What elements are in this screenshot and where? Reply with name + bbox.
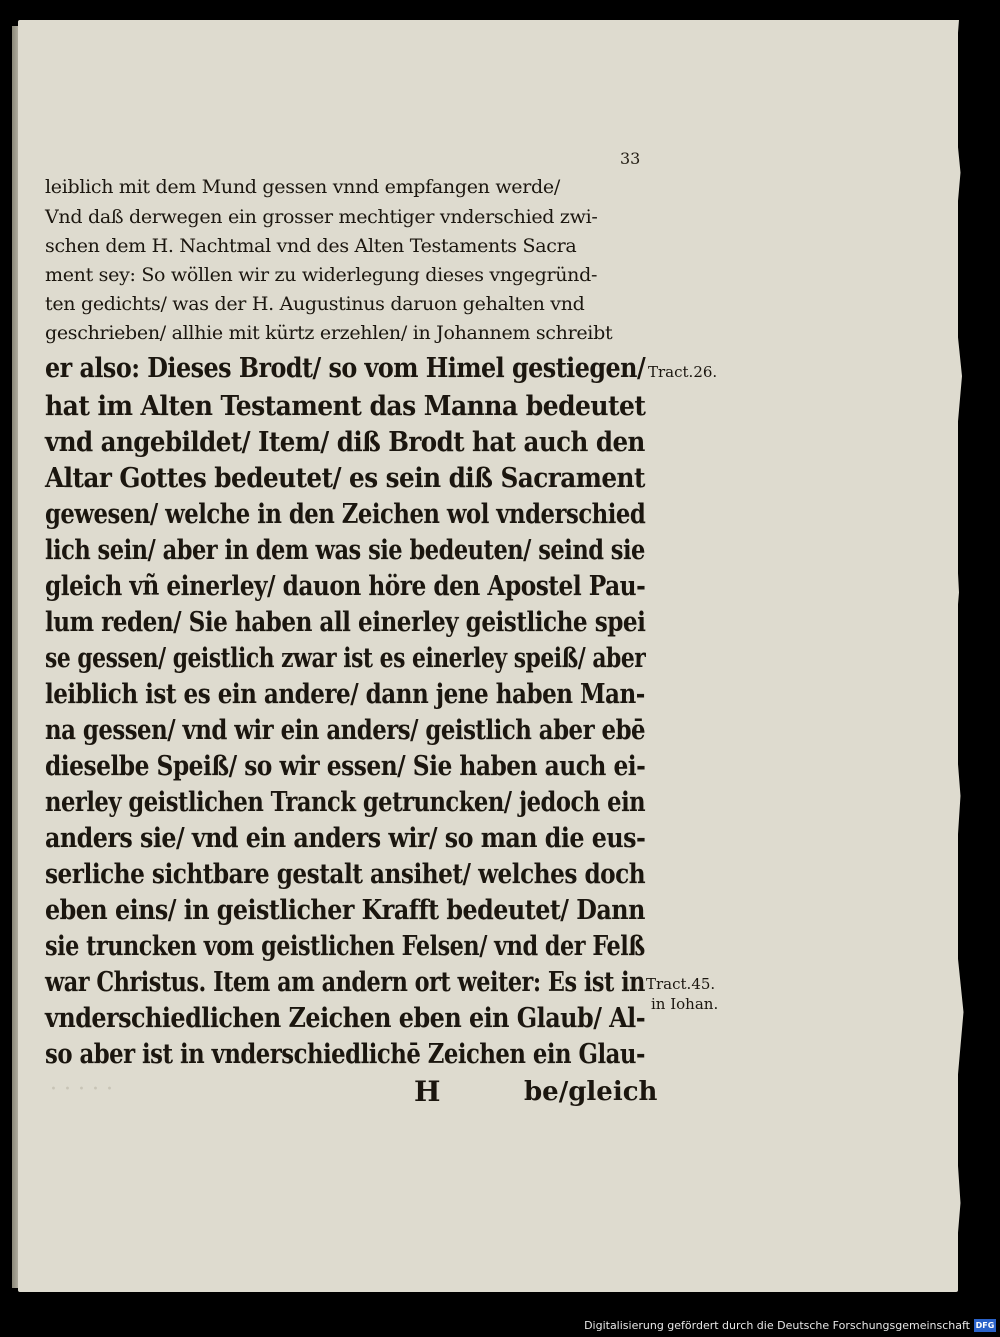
text-line: leiblich ist es ein andere/ dann jene haben Man- xyxy=(45,679,645,710)
text-line: er also: Dieses Brodt/ so vom Himel gestiegen/ xyxy=(45,353,646,384)
margin-note: Tract.26. xyxy=(648,363,718,381)
text-line: so aber ist in vnderschiedlichē Zeichen ein Glau- xyxy=(45,1039,645,1070)
show-through-text: · · · · · xyxy=(50,1077,113,1102)
text-line: vnd angebildet/ Item/ diß Brodt hat auch den xyxy=(45,427,645,458)
signature-mark: H xyxy=(414,1075,441,1108)
margin-note: in Iohan. xyxy=(651,995,719,1013)
text-line: war Christus. Item am andern ort weiter: Es ist in xyxy=(45,967,645,998)
text-line: Vnd daß derwegen ein grosser mechtiger vnderschied zwi- xyxy=(45,206,598,228)
text-line: sie truncken vom geistlichen Felsen/ vnd der Felß xyxy=(45,931,645,962)
footer-credit: Digitalisierung gefördert durch die Deutsche Forschungsgemeinschaft xyxy=(584,1319,970,1332)
text-line: ment sey: So wöllen wir zu widerlegung dieses vngegründ- xyxy=(45,264,598,286)
text-line: na gessen/ vnd wir ein anders/ geistlich aber ebē xyxy=(45,715,646,746)
dfg-logo-icon: DFG xyxy=(975,1321,995,1330)
text-line: hat im Alten Testament das Manna bedeutet xyxy=(45,391,646,422)
page-number: 33 xyxy=(620,149,641,168)
text-line: vnderschiedlichen Zeichen eben ein Glaub/ Al- xyxy=(45,1003,646,1034)
text-line: anders sie/ vnd ein anders wir/ so man die eus- xyxy=(45,823,646,854)
text-line: leiblich mit dem Mund gessen vnnd empfangen werde/ xyxy=(45,176,560,198)
text-line: dieselbe Speiß/ so wir essen/ Sie haben auch ei- xyxy=(45,751,646,782)
text-line: lum reden/ Sie haben all einerley geistliche spei xyxy=(45,607,646,638)
text-line: eben eins/ in geistlicher Krafft bedeutet/ Dann xyxy=(45,895,645,926)
text-line: Altar Gottes bedeutet/ es sein diß Sacrament xyxy=(45,463,645,494)
text-line: lich sein/ aber in dem was sie bedeuten/ seind sie xyxy=(45,535,645,566)
text-line: se gessen/ geistlich zwar ist es einerley speiß/ aber xyxy=(45,643,646,674)
text-line: nerley geistlichen Tranck getruncken/ jedoch ein xyxy=(45,787,646,818)
text-line: geschrieben/ allhie mit kürtz erzehlen/ in Johannem schreibt xyxy=(45,322,613,344)
text-line: ten gedichts/ was der H. Augustinus daruon gehalten vnd xyxy=(45,293,585,315)
text-line: gewesen/ welche in den Zeichen wol vnderschied xyxy=(45,499,646,530)
margin-note: Tract.45. xyxy=(646,975,716,993)
text-line: schen dem H. Nachtmal vnd des Alten Testaments Sacra xyxy=(45,235,577,257)
paper-torn-right-edge xyxy=(935,20,965,1292)
text-line: serliche sichtbare gestalt ansihet/ welches doch xyxy=(45,859,646,890)
text-line: gleich vñ einerley/ dauon höre den Apostel Pau- xyxy=(45,571,646,602)
catchword: be/gleich xyxy=(524,1077,658,1107)
